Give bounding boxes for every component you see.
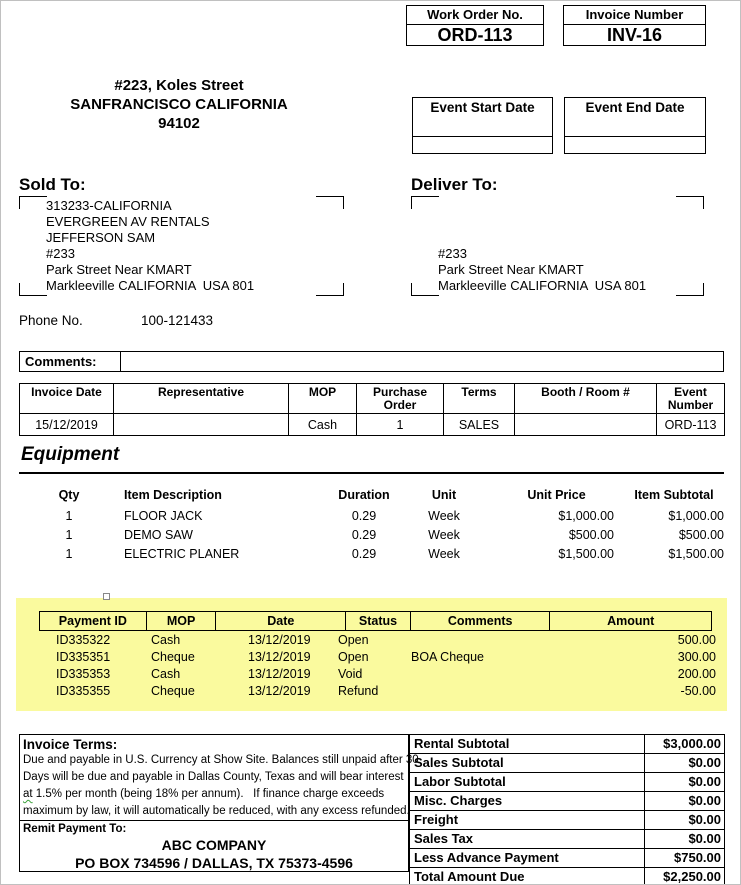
company-address-line: #223, Koles Street xyxy=(114,77,244,94)
totals-row xyxy=(410,849,725,868)
work-order-label: Work Order No. xyxy=(407,6,543,25)
order-info-header: Event Number xyxy=(657,384,725,414)
order-info-header: Invoice Date xyxy=(20,384,114,414)
payment-header-cell: Payment ID xyxy=(40,612,147,630)
sold-to-line: 313233-CALIFORNIA xyxy=(46,198,172,213)
equipment-cell: Week xyxy=(428,528,460,542)
invoice-terms-line: Due and payable in U.S. Currency at Show Site. Balances still unpaid after 30 xyxy=(23,754,419,766)
payment-date: 13/12/2019 xyxy=(248,650,311,664)
payment-mop: Cheque xyxy=(151,684,195,698)
payment-amount: -50.00 xyxy=(680,684,716,698)
equipment-cell: DEMO SAW xyxy=(124,528,193,542)
totals-value: $0.00 xyxy=(645,773,725,792)
totals-value: $0.00 xyxy=(645,830,725,849)
equipment-cell: FLOOR JACK xyxy=(124,509,203,523)
payment-header-cell: MOP xyxy=(147,612,217,630)
small-square-marker xyxy=(103,593,110,600)
sold-to-line: Markleeville CALIFORNIA USA 801 xyxy=(46,278,255,293)
equipment-header: Unit Price xyxy=(527,488,586,502)
comments-label: Comments: xyxy=(20,352,121,371)
totals-label: Rental Subtotal xyxy=(410,735,645,754)
order-info-header: Purchase Order xyxy=(357,384,444,414)
order-info-header: Terms xyxy=(444,384,515,414)
company-address-line: 94102 xyxy=(158,115,200,132)
order-info-cell xyxy=(114,414,289,436)
payment-mop: Cheque xyxy=(151,650,195,664)
invoice-number-box xyxy=(563,5,706,46)
payment-header-cell: Status xyxy=(346,612,411,630)
equipment-cell: $1,500.00 xyxy=(558,547,614,561)
comments-value xyxy=(121,352,723,371)
order-info-table xyxy=(19,383,725,436)
equipment-cell: 1 xyxy=(65,509,73,523)
totals-row xyxy=(410,773,725,792)
event-end-date-label: Event End Date xyxy=(565,98,705,137)
payment-comments: BOA Cheque xyxy=(411,650,484,664)
equipment-header-row xyxy=(39,487,724,508)
remit-company: ABC COMPANY xyxy=(161,837,267,853)
order-info-header-row xyxy=(20,384,725,414)
deliver-to-heading: Deliver To: xyxy=(411,175,498,194)
equipment-table xyxy=(39,487,724,565)
order-info-cell: 15/12/2019 xyxy=(20,414,114,436)
equipment-row xyxy=(39,527,724,546)
invoice-terms-line: maximum by law, it will automatically be reduced, with any excess refunded. xyxy=(23,805,410,817)
sold-to-line: EVERGREEN AV RENTALS xyxy=(46,214,210,229)
deliver-to-corner-mark xyxy=(676,283,704,296)
payment-date: 13/12/2019 xyxy=(248,667,311,681)
payment-status: Open xyxy=(338,650,369,664)
payment-row xyxy=(1,684,741,701)
remit-payment-section xyxy=(20,820,408,871)
payment-row xyxy=(1,633,741,650)
equipment-cell: 0.29 xyxy=(351,547,377,561)
totals-label: Total Amount Due xyxy=(410,868,645,885)
payment-amount: 500.00 xyxy=(677,633,716,647)
deliver-to-corner-mark xyxy=(676,196,704,209)
order-info-header: Booth / Room # xyxy=(515,384,657,414)
totals-label: Sales Subtotal xyxy=(410,754,645,773)
remit-payment-label: Remit Payment To: xyxy=(23,823,127,835)
payment-status: Refund xyxy=(338,684,379,698)
order-info-header: MOP xyxy=(289,384,357,414)
sold-to-address xyxy=(46,198,254,294)
order-info-cell: Cash xyxy=(289,414,357,436)
order-info-cell: 1 xyxy=(357,414,444,436)
event-end-date-box xyxy=(564,97,706,154)
totals-value: $750.00 xyxy=(645,849,725,868)
payment-mop: Cash xyxy=(151,633,181,647)
equipment-underline-rule xyxy=(19,472,724,474)
sold-to-corner-mark xyxy=(19,283,47,296)
payment-date: 13/12/2019 xyxy=(248,684,311,698)
invoice-terms-box xyxy=(19,734,419,872)
totals-label: Sales Tax xyxy=(410,830,645,849)
sold-to-corner-mark xyxy=(316,283,344,296)
phone-value: 100-121433 xyxy=(141,313,214,328)
equipment-cell: ELECTRIC PLANER xyxy=(124,547,240,561)
payment-row xyxy=(1,650,741,667)
spellcheck-word: at xyxy=(23,788,33,800)
event-start-date-box xyxy=(412,97,553,154)
equipment-cell: 0.29 xyxy=(351,509,377,523)
order-info-data-row xyxy=(20,414,725,436)
remit-address: PO BOX 734596 / DALLAS, TX 75373-4596 xyxy=(75,855,353,871)
equipment-header: Unit xyxy=(431,488,457,502)
totals-label: Less Advance Payment xyxy=(410,849,645,868)
deliver-to-line: #233 xyxy=(438,246,467,261)
comments-box xyxy=(19,351,724,372)
totals-value: $3,000.00 xyxy=(645,735,725,754)
totals-value: $0.00 xyxy=(645,811,725,830)
totals-row xyxy=(410,830,725,849)
deliver-to-line: Park Street Near KMART xyxy=(438,262,584,277)
equipment-header: Duration xyxy=(338,488,390,502)
payment-header-cell: Date xyxy=(216,612,346,630)
event-start-date-label: Event Start Date xyxy=(413,98,552,137)
payment-date: 13/12/2019 xyxy=(248,633,311,647)
totals-row xyxy=(410,792,725,811)
totals-value: $0.00 xyxy=(645,792,725,811)
equipment-cell: $1,000.00 xyxy=(668,509,724,523)
deliver-to-address xyxy=(438,246,646,294)
deliver-to-line: Markleeville CALIFORNIA USA 801 xyxy=(438,278,647,293)
payment-header-cell: Amount xyxy=(607,614,655,628)
payment-amount: 200.00 xyxy=(677,667,716,681)
invoice-terms-line xyxy=(20,786,408,803)
equipment-cell: $1,500.00 xyxy=(668,547,724,561)
work-order-value: ORD-113 xyxy=(437,25,513,45)
equipment-cell: $1,000.00 xyxy=(558,509,614,523)
sold-to-line: JEFFERSON SAM xyxy=(46,230,156,245)
equipment-header: Item Description xyxy=(124,488,222,502)
equipment-cell: 0.29 xyxy=(351,528,377,542)
payment-status: Void xyxy=(338,667,363,681)
payment-id: ID335322 xyxy=(56,633,111,647)
equipment-cell: 1 xyxy=(65,547,73,561)
totals-row xyxy=(410,754,725,773)
equipment-cell: $500.00 xyxy=(678,528,724,542)
payment-id: ID335351 xyxy=(56,650,111,664)
totals-row xyxy=(410,811,725,830)
work-order-box xyxy=(406,5,544,46)
invoice-number-value: INV-16 xyxy=(606,25,663,45)
sold-to-line: Park Street Near KMART xyxy=(46,262,192,277)
sold-to-line: #233 xyxy=(46,246,75,261)
totals-table xyxy=(409,734,725,885)
phone-label: Phone No. xyxy=(19,313,83,328)
totals-row xyxy=(410,735,725,754)
deliver-to-corner-mark xyxy=(411,196,439,209)
deliver-to-corner-mark xyxy=(411,283,439,296)
payment-amount: 300.00 xyxy=(677,650,716,664)
totals-value: $0.00 xyxy=(645,754,725,773)
equipment-header: Item Subtotal xyxy=(634,488,714,502)
payment-mop: Cash xyxy=(151,667,181,681)
payment-status: Open xyxy=(338,633,369,647)
equipment-cell: Week xyxy=(428,547,460,561)
order-info-header: Representative xyxy=(114,384,289,414)
equipment-cell: Week xyxy=(428,509,460,523)
order-info-cell: SALES xyxy=(444,414,515,436)
payment-id: ID335355 xyxy=(56,684,111,698)
sold-to-corner-mark xyxy=(316,196,344,209)
invoice-terms-title: Invoice Terms: xyxy=(23,737,118,752)
invoice-terms-line-rest: 1.5% per month (being 18% per annum). If finance charge exceeds xyxy=(32,788,385,800)
order-info-cell: ORD-113 xyxy=(657,414,725,436)
payment-row xyxy=(1,667,741,684)
equipment-section-title: Equipment xyxy=(21,444,120,465)
equipment-cell: 1 xyxy=(65,528,73,542)
sold-to-corner-mark xyxy=(19,196,47,209)
payment-id: ID335353 xyxy=(56,667,111,681)
sold-to-heading: Sold To: xyxy=(19,175,86,194)
totals-label: Freight xyxy=(410,811,645,830)
equipment-row xyxy=(39,546,724,565)
payment-header-cell: Comments xyxy=(411,612,551,630)
equipment-header: Qty xyxy=(58,488,80,502)
totals-row xyxy=(410,868,725,885)
equipment-cell: $500.00 xyxy=(568,528,614,542)
order-info-cell xyxy=(515,414,657,436)
payment-table-header xyxy=(39,611,712,631)
equipment-row xyxy=(39,508,724,527)
invoice-number-label: Invoice Number xyxy=(564,6,705,25)
totals-label: Labor Subtotal xyxy=(410,773,645,792)
company-address-line: SANFRANCISCO CALIFORNIA xyxy=(70,96,288,113)
invoice-terms-line: Days will be due and payable in Dallas County, Texas and will bear interest xyxy=(23,771,404,783)
company-address xyxy=(29,76,329,133)
totals-value: $2,250.00 xyxy=(645,868,725,885)
totals-label: Misc. Charges xyxy=(410,792,645,811)
